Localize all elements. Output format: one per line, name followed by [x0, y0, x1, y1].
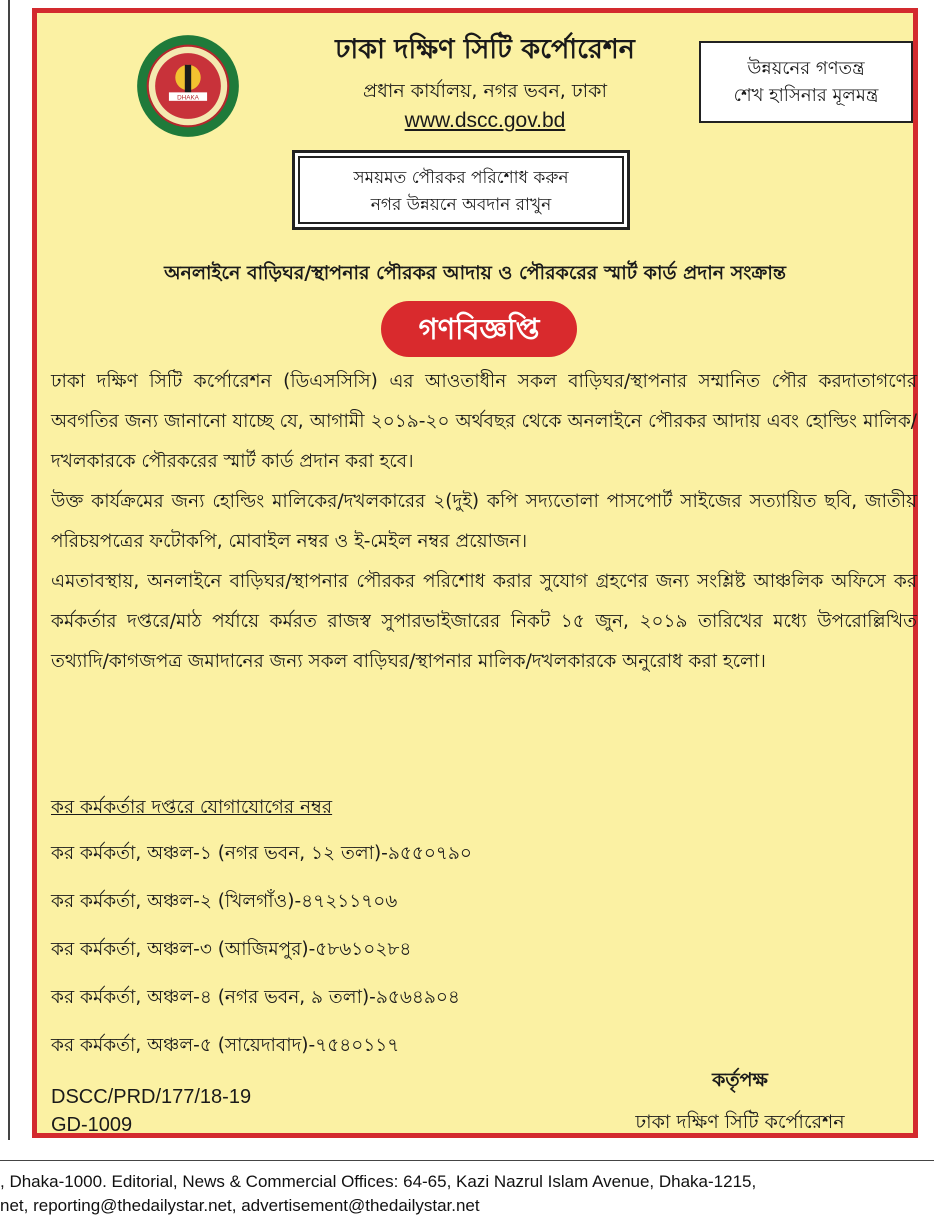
org-office: প্রধান কার্যালয়, নগর ভবন, ঢাকা — [363, 80, 607, 102]
authority-signature — [577, 1059, 903, 1143]
notice-subject: অনলাইনে বাড়িঘর/স্থাপনার পৌরকর আদায় ও পৌরকরের স্মার্ট কার্ড প্রদান সংক্রান্ত — [164, 262, 786, 284]
motto-line-2: শেখ হাসিনার মূলমন্ত্র — [733, 85, 879, 106]
body-paragraph: এমতাবস্থায়, অনলাইনে বাড়িঘর/স্থাপনার পৌরকর পরিশোধ করার সুযোগ গ্রহণের জন্য সংশ্লিষ্ট আঞ্চলিক অফিসে কর কর্মকর্তার দপ্তরে/মাঠ পর্যায়ে কর্মরত রাজস্ব সুপারভাইজারের নিকট ১৫ জুন, ২০১৯ তারিখের মধ্যে উপরোল্লিখিত তথ্যাদি/কাগজপত্র জমাদানের জন্য সকল বাড়িঘর/স্থাপনার মালিক/দখলকারকে অনুরোধ করা হলো। — [51, 571, 917, 672]
page-column-rule — [8, 0, 10, 1140]
notice-body — [51, 362, 917, 682]
authority-title: কর্তৃপক্ষ — [712, 1069, 768, 1091]
contact-item: কর কর্মকর্তা, অঞ্চল-৫ (সায়েদাবাদ)-৭৫৪০১১৭ — [51, 1035, 400, 1056]
contact-item: কর কর্মকর্তা, অঞ্চল-৪ (নগর ভবন, ৯ তলা)-৯৫৬৪৯০৪ — [51, 987, 460, 1008]
contact-item: কর কর্মকর্তা, অঞ্চল-২ (খিলগাঁও)-৪৭২১১৭০৬ — [51, 891, 398, 912]
footer-divider — [0, 1160, 934, 1161]
newspaper-footer — [0, 1170, 934, 1218]
contact-item: কর কর্মকর্তা, অঞ্চল-১ (নগর ভবন, ১২ তলা)-৯৫৫০৭৯০ — [51, 843, 472, 864]
org-name: ঢাকা দক্ষিণ সিটি কর্পোরেশন — [335, 34, 635, 65]
footer-line-1: , Dhaka-1000. Editorial, News & Commercial Offices: 64-65, Kazi Nazrul Islam Avenue, Dhaka-1215, — [0, 1172, 757, 1191]
motto-box — [699, 41, 913, 123]
public-notice-ad — [32, 8, 918, 1138]
body-paragraph: উক্ত কার্যক্রমের জন্য হোল্ডিং মালিকের/দখলকারের ২(দুই) কপি সদ্যতোলা পাসপোর্ট সাইজের সত্যায়িত ছবি, জাতীয় পরিচয়পত্রের ফটোকপি, মোবাইল নম্বর ও ই-মেইল নম্বর প্রয়োজন। — [51, 491, 917, 552]
body-paragraph: ঢাকা দক্ষিণ সিটি কর্পোরেশন (ডিএসসিসি) এর আওতাধীন সকল বাড়িঘর/স্থাপনার সম্মানিত পৌর করদাতাগণের অবগতির জন্য জানানো যাচ্ছে যে, আগামী ২০১৯-২০ অর্থবছর থেকে অনলাইনে পৌরকর আদায় এবং হোল্ডিং মালিক/দখলকারকে পৌরকরের স্মার্ট কার্ড প্রদান করা হবে। — [51, 371, 917, 472]
payment-reminder-box — [292, 150, 630, 230]
payment-reminder-inner — [298, 156, 624, 224]
notice-headline-badge: গণবিজ্ঞপ্তি — [381, 301, 577, 357]
logo-text: DHAKA — [177, 94, 199, 102]
authority-name: ঢাকা দক্ষিণ সিটি কর্পোরেশন — [635, 1111, 845, 1133]
org-website: www.dscc.gov.bd — [404, 109, 566, 132]
contact-list — [51, 838, 472, 1078]
contact-heading: কর কর্মকর্তার দপ্তরে যোগাযোগের নম্বর — [51, 797, 333, 818]
reference-gd: GD-1009 — [51, 1114, 133, 1136]
contact-item: কর কর্মকর্তা, অঞ্চল-৩ (আজিমপুর)-৫৮৬১০২৮৪ — [51, 939, 412, 960]
reference-memo: DSCC/PRD/177/18-19 — [51, 1086, 252, 1108]
dscc-logo-icon — [135, 33, 241, 139]
motto-line-1: উন্নয়নের গণতন্ত্র — [747, 58, 865, 79]
reminder-line-1: সময়মত পৌরকর পরিশোধ করুন — [353, 168, 569, 188]
reference-codes — [51, 1083, 251, 1139]
footer-line-2: net, reporting@thedailystar.net, advertisement@thedailystar.net — [0, 1196, 480, 1215]
reminder-line-2: নগর উন্নয়নে অবদান রাখুন — [370, 195, 552, 215]
